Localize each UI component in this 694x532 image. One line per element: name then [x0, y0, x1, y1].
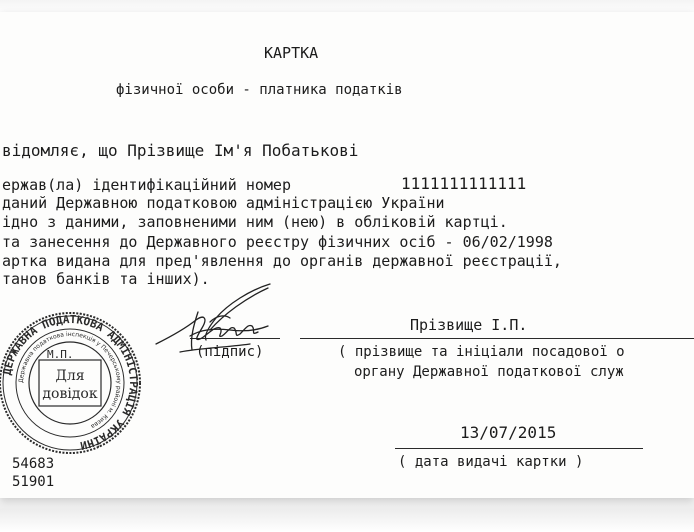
issue-date-line: [395, 448, 643, 449]
body-line-purpose: артка видана для пред'явлення до органів державної реєстрації,: [2, 252, 562, 270]
official-caption-line2: органу Державної податкової служ: [354, 364, 624, 380]
notify-line: відомляє, що Прізвище Ім'я Побатькові: [2, 141, 359, 160]
stamp-outer-ring-text: ДЕРЖАВНА ПОДАТКОВА АДМІНІСТРАЦІЯ УКРАЇНИ: [0, 312, 141, 453]
stamp-center-line1: Для: [55, 368, 85, 384]
official-name: Прізвище І.П.: [410, 316, 528, 334]
body-line-issuer: даний Державною податковою адміністрацією України: [2, 194, 445, 212]
identification-number: 1111111111111: [401, 174, 527, 193]
signature-caption: (підпис): [196, 344, 264, 360]
card-title: КАРТКА: [264, 44, 319, 62]
handwritten-signature: [150, 278, 280, 368]
issue-date-caption: ( дата видачі картки ): [398, 454, 584, 470]
stamp-inner-ring-text: Державна податкова інспекція у Печерському районі м. Києва: [17, 330, 123, 430]
body-line-institutions: танов банків та інших).: [2, 270, 210, 288]
footer-code-1: 54683: [12, 456, 55, 472]
official-name-line: [300, 338, 694, 339]
official-caption-line1: ( прізвище та ініціали посадової о: [338, 344, 625, 360]
footer-code-2: 51901: [12, 474, 55, 490]
stamp-mp-label: М.П.: [47, 348, 74, 361]
official-stamp: [0, 308, 145, 458]
body-line-taxpayer: ержав(ла) ідентифікаційний номер: [2, 176, 291, 194]
stamp-center-line2: довідок: [42, 386, 98, 402]
issue-date: 13/07/2015: [460, 423, 557, 442]
body-line-registry-date: та занесення до Державного реєстру фізичних осіб - 06/02/1998: [2, 233, 553, 251]
card-subtitle: фізичної особи - платника податків: [116, 82, 403, 98]
body-line-registration-card: ідно з даними, заповненими ним (нею) в обліковій картці.: [2, 213, 508, 231]
